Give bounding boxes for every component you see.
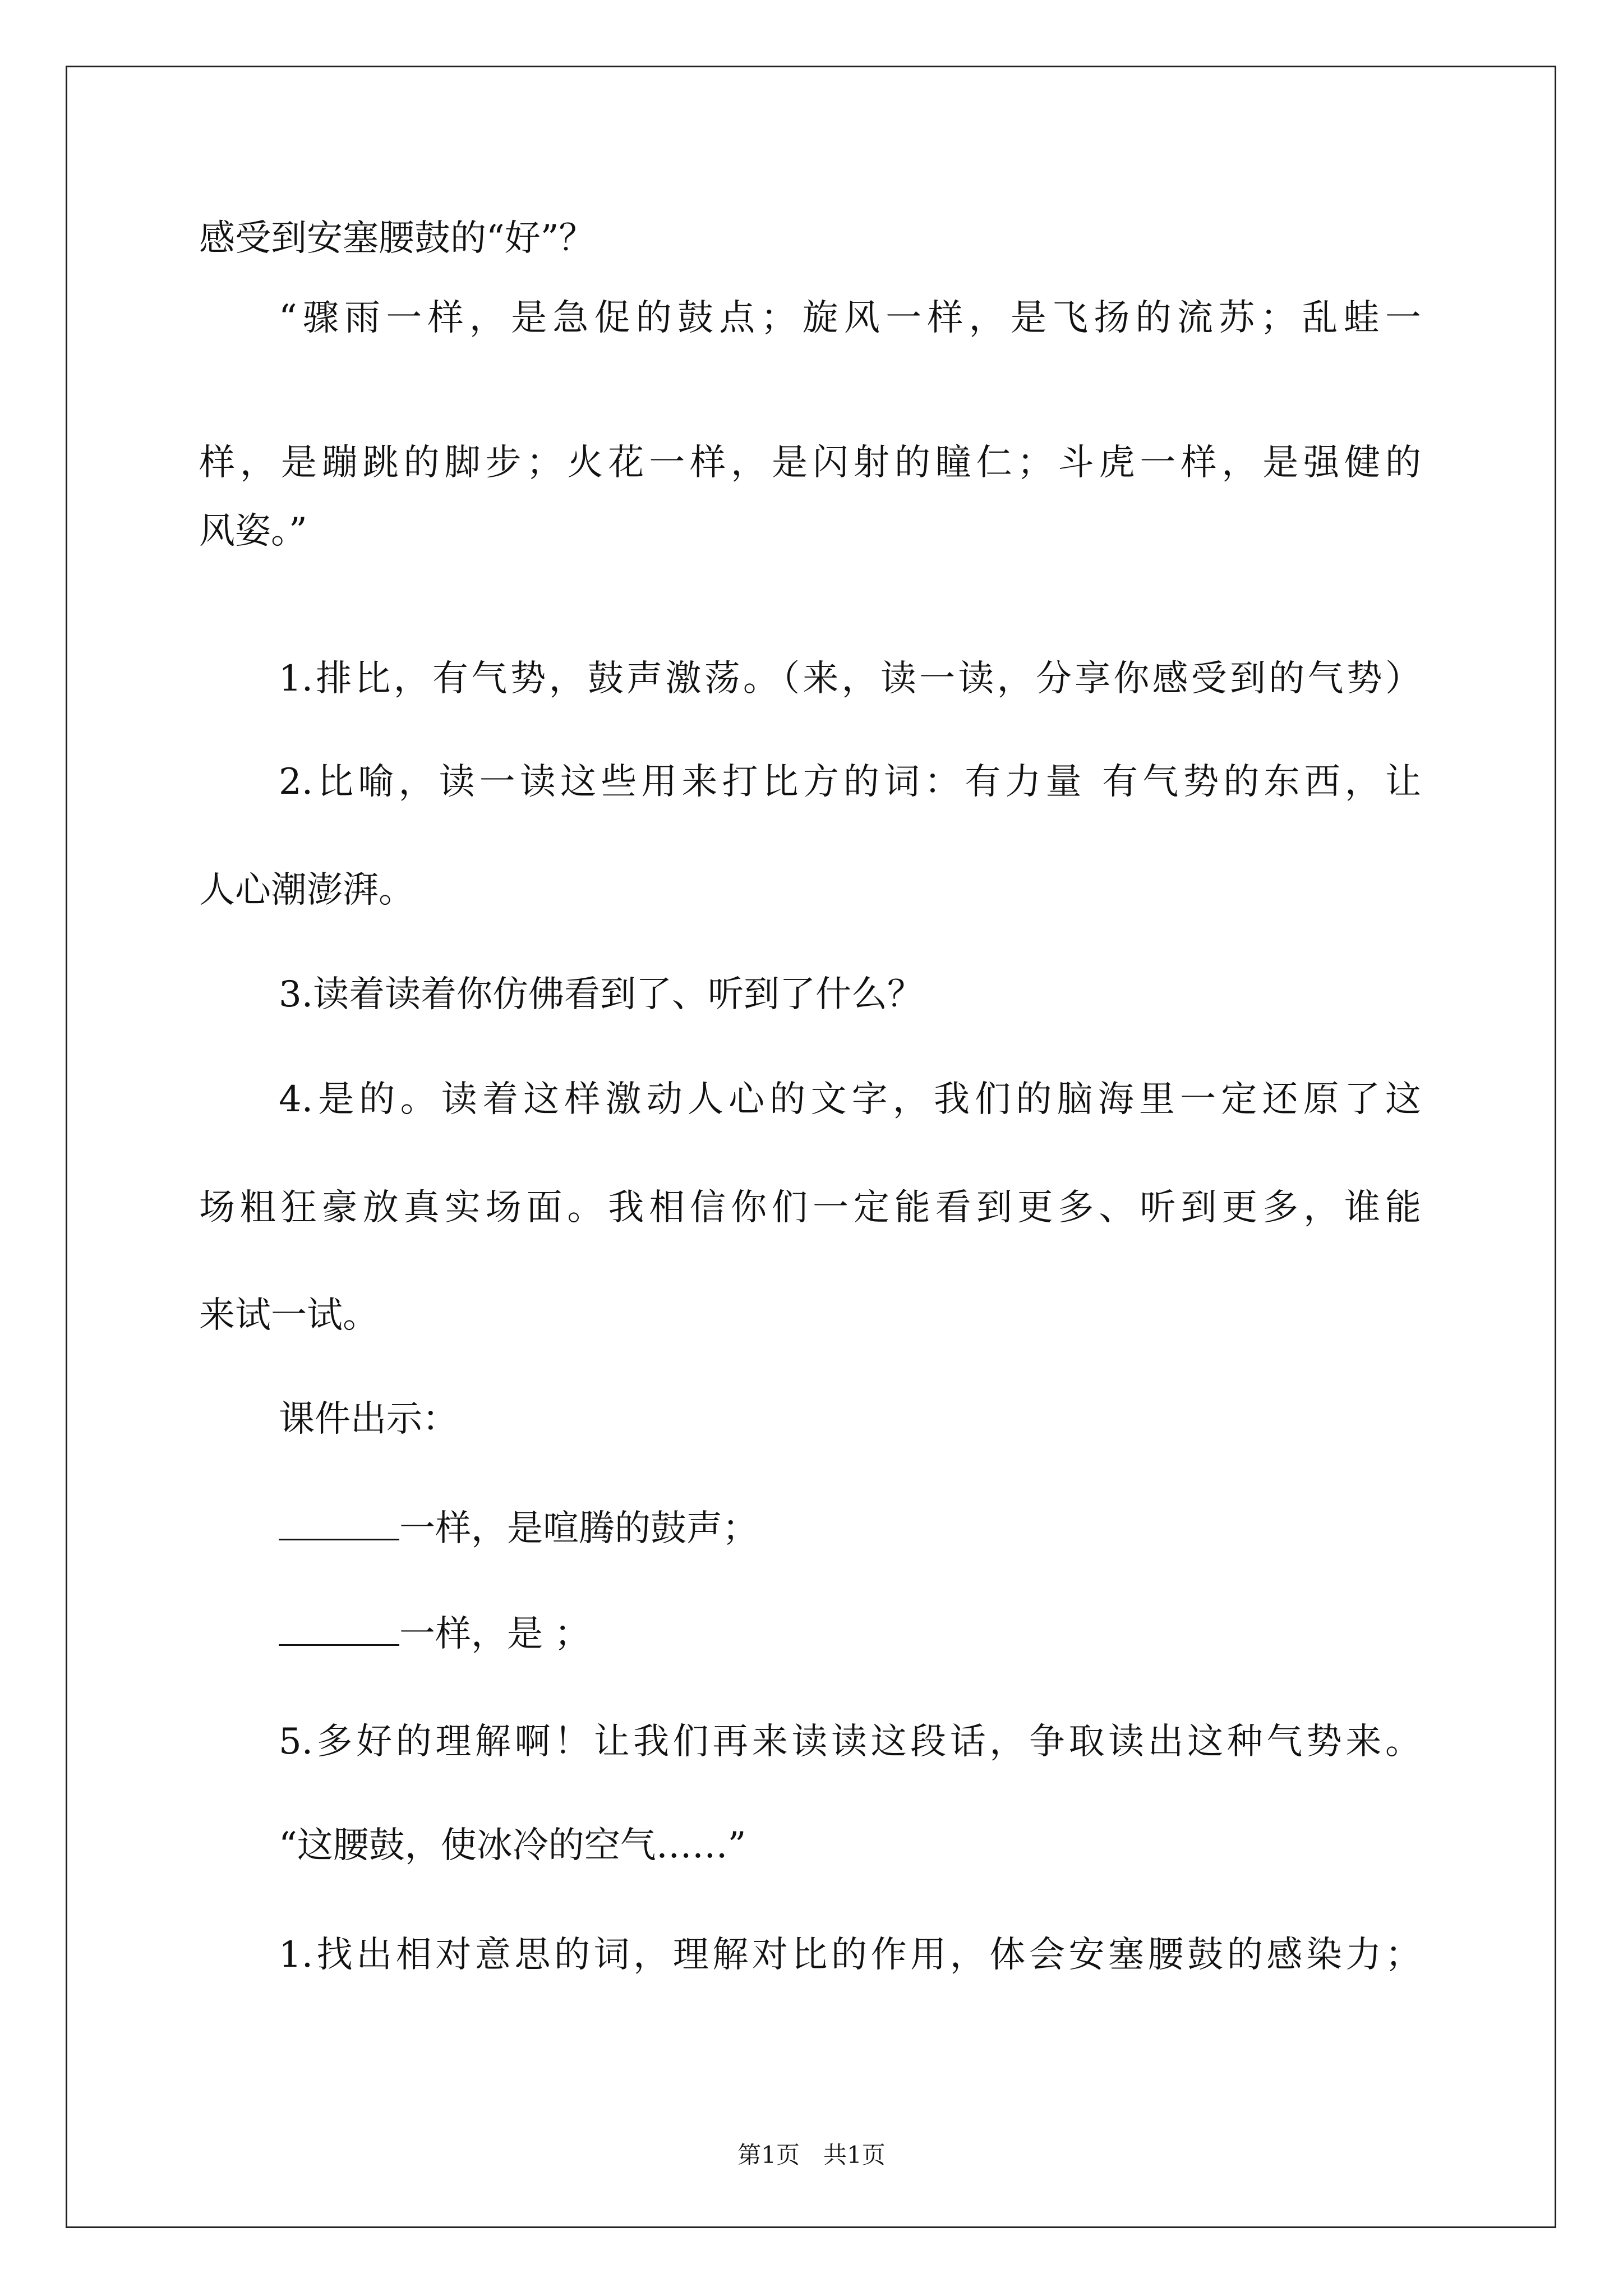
fill-blank-line-2 [279,1609,1421,1659]
text-line-4: 风姿。” [199,510,307,552]
text-line-17: 1.找出相对意思的词，理解对比的作用，体会安塞腰鼓的感染力； [279,1934,1421,1976]
text-line-3: 样，是蹦跳的脚步；火花一样，是闪射的瞳仁；斗虎一样，是强健的 [199,442,1421,484]
text-line-2: “骤雨一样，是急促的鼓点；旋风一样，是飞扬的流苏；乱蛙一 [279,297,1421,339]
text-line-12: 课件出示： [279,1398,458,1440]
text-line-11: 来试一试。 [199,1295,379,1336]
blank-underline [279,1505,399,1540]
page-border [66,66,1556,2228]
text-line-1: 感受到安塞腰鼓的“好”？ [199,218,595,259]
blank-underline [279,1611,399,1646]
text-line-8: 3.读着读着你仿佛看到了、听到了什么？ [279,974,924,1015]
text-line-15: 5.多好的理解啊！让我们再来读读这段话，争取读出这种气势来。 [279,1721,1421,1763]
text-line-9: 4.是的。读着这样激动人心的文字，我们的脑海里一定还原了这 [279,1079,1421,1120]
text-line-6: 2.比喻，读一读这些用来打比方的词：有力量 有气势的东西，让 [279,761,1421,803]
text-line-10: 场粗狂豪放真实场面。我相信你们一定能看到更多、听到更多，谁能 [199,1187,1421,1228]
text-line-16: “这腰鼓，使冰冷的空气……” [279,1825,746,1866]
page-footer: 第1页 共1页 [737,2141,886,2169]
fill-blank-line-1 [279,1503,1421,1554]
text-line-5: 1.排比，有气势，鼓声激荡。（来，读一读，分享你感受到的气势） [279,658,1421,700]
text-line-7: 人心潮澎湃。 [199,869,414,911]
fill-blank-text-1: 一样，是喧腾的鼓声； [399,1508,758,1549]
fill-blank-text-2: 一样，是 ； [399,1613,591,1655]
